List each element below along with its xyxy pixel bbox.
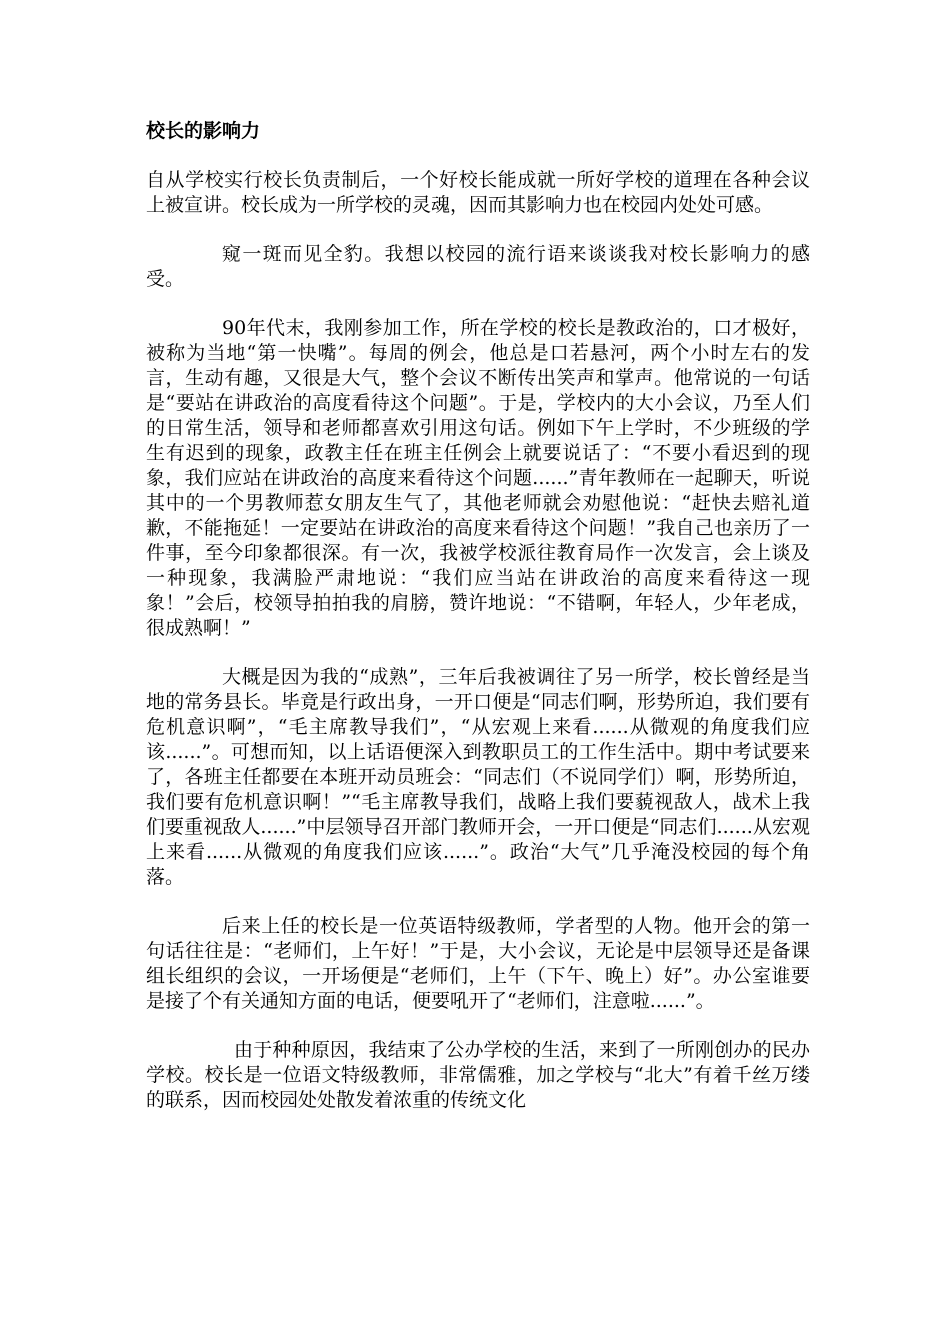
paragraph-1: 自从学校实行校长负责制后，一个好校长能成就一所好学校的道理在各种会议上被宣讲。校长成为一所学校的灵魂，因而其影响力也在校园内处处可感。 bbox=[146, 169, 810, 216]
paragraph-2: 窥一斑而见全豹。我想以校园的流行语来谈谈我对校长影响力的感受。 bbox=[146, 243, 810, 290]
document-page bbox=[146, 118, 810, 1137]
document-title: 校长的影响力 bbox=[146, 120, 261, 142]
paragraph-3: 90年代末，我刚参加工作，所在学校的校长是教政治的，口才极好，被称为当地“第一快嘴”。每周的例会，他总是口若悬河，两个小时左右的发言，生动有趣，又很是大气，整个会议不断传出笑声和掌声。他常说的一句话是“要站在讲政治的高度看待这个问题”。于是，学校内的大小会议，乃至人们的日常生活，领导和老师都喜欢引用这句话。例如下午上学时，不少班级的学生有迟到的现象，政教主任在班主任例会上就要说话了：“不要小看迟到的现象，我们应站在讲政治的高度来看待这个问题......”青年教师在一起聊天，听说其中的一个男教师惹女朋友生气了，其他老师就会劝慰他说：“赶快去赔礼道歉，不能拖延！一定要站在讲政治的高度来看待这个问题！”我自己也亲历了一件事，至今印象都很深。有一次，我被学校派往教育局作一次发言，会上谈及一种现象，我满脸严肃地说：“我们应当站在讲政治的高度来看待这一现象！”会后，校领导拍拍我的肩膀，赞许地说：“不错啊，年轻人，少年老成，很成熟啊！” bbox=[146, 317, 810, 639]
paragraph-6: 由于种种原因，我结束了公办学校的生活，来到了一所刚创办的民办学校。校长是一位语文特级教师，非常儒雅，加之学校与“北大”有着千丝万缕的联系，因而校园处处散发着浓重的传统文化 bbox=[146, 1039, 810, 1111]
paragraph-4: 大概是因为我的“成熟”，三年后我被调往了另一所学，校长曾经是当地的常务县长。毕竟是行政出身，一开口便是“同志们啊，形势所迫，我们要有危机意识啊”，“毛主席教导我们”，“从宏观上来看......从微观的角度我们应该......”。可想而知，以上话语便深入到教职员工的工作生活中。期中考试要来了，各班主任都要在本班开动员班会：“同志们（不说同学们）啊，形势所迫，我们要有危机意识啊！”“毛主席教导我们，战略上我们要藐视敌人，战术上我们要重视敌人......”中层领导召开部门教师开会，一开口便是“同志们......从宏观上来看......从微观的角度我们应该......”。政治“大气”几乎淹没校园的每个角落。 bbox=[146, 666, 810, 888]
paragraph-5: 后来上任的校长是一位英语特级教师，学者型的人物。他开会的第一句话往往是：“老师们，上午好！”于是，大小会议，无论是中层领导还是备课组长组织的会议，一开场便是“老师们，上午（下午、晚上）好”。办公室谁要是接了个有关通知方面的电话，便要吼开了“老师们，注意啦......”。 bbox=[146, 915, 810, 1012]
